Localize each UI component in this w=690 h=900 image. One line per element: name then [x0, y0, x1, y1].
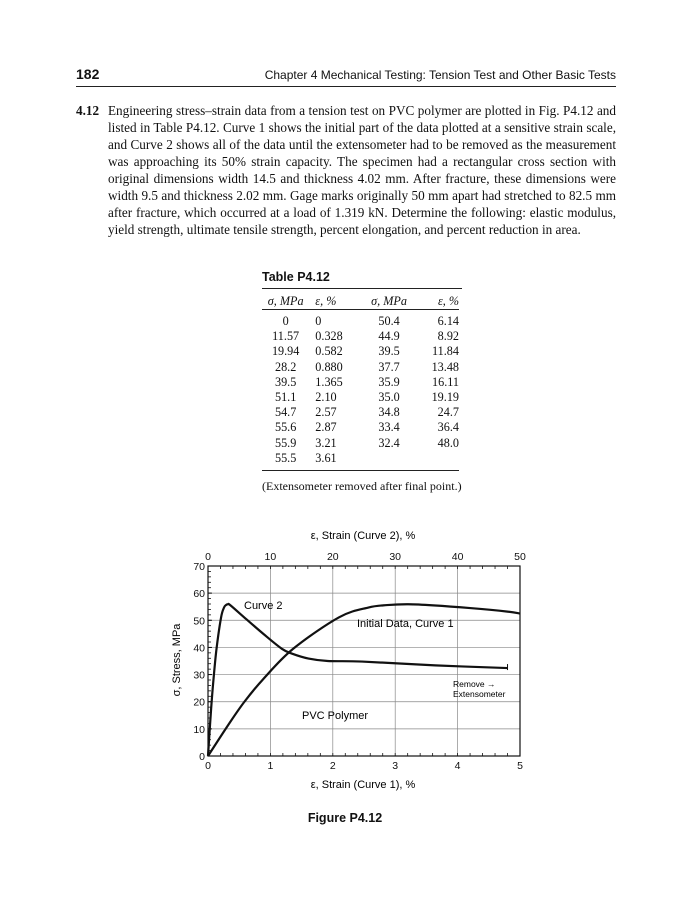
table-cell: 34.8 [378, 405, 400, 420]
table-cell: 39.5 [274, 374, 297, 389]
table-cell: 55.9 [274, 435, 297, 450]
table-cell: 11.84 [432, 344, 459, 359]
table-cell: 0 [315, 314, 322, 329]
y-axis-label: σ, Stress, MPa [171, 623, 183, 697]
x-bottom-tick-label: 5 [517, 760, 523, 772]
problem-number: 4.12 [76, 103, 100, 118]
x-top-tick-label: 30 [389, 551, 402, 563]
table-header: ε, % [414, 293, 459, 310]
y-tick-label: 50 [193, 615, 205, 628]
table-cell: 36.4 [437, 420, 459, 435]
table-cell: 13.48 [431, 359, 459, 374]
table-cell: 35.9 [378, 374, 400, 389]
y-tick-label: 20 [193, 696, 205, 709]
x-top-tick-label: 50 [514, 551, 526, 563]
y-tick-label: 40 [193, 642, 205, 655]
x-bottom-tick-label: 1 [267, 760, 274, 772]
table-header: ε, % [309, 293, 364, 310]
table-cell: 55.6 [274, 420, 297, 435]
x-bottom-tick-label: 4 [454, 760, 461, 772]
table-cell: 3.21 [315, 435, 337, 450]
table-cell: 16.11 [432, 374, 459, 389]
table-note: (Extensometer removed after final point.) [262, 478, 462, 493]
y-tick-label: 30 [193, 669, 205, 682]
y-tick-label: 60 [193, 588, 205, 601]
table-caption: Table P4.12 [262, 270, 330, 284]
table-cell: 11.57 [272, 329, 300, 344]
table-cell: 2.57 [315, 405, 337, 420]
table-cell: 44.9 [378, 329, 400, 344]
table-header: σ, MPa [365, 293, 414, 310]
table-cell: 0.880 [315, 359, 343, 374]
table-cell: 1.365 [315, 374, 343, 389]
table-cell: 51.1 [274, 390, 297, 405]
table-cell: 39.5 [378, 344, 400, 359]
table-cell: 19.94 [271, 344, 300, 359]
table-cell: 54.7 [274, 405, 297, 420]
table-cell: 0 [282, 314, 289, 329]
x-bottom-tick-label: 3 [392, 760, 399, 772]
x-top-tick-label: 40 [451, 551, 464, 563]
y-tick-label: 70 [193, 561, 205, 573]
table-cell: 37.7 [378, 359, 400, 374]
page-number: 182 [76, 66, 100, 82]
table-cell: 32.4 [378, 435, 400, 450]
x-top-tick-label: 10 [264, 551, 277, 563]
table-cell: 6.14 [437, 314, 459, 329]
x-top-tick-label: 20 [326, 551, 339, 563]
x-top-tick-label: 0 [205, 551, 211, 563]
remove-extensometer-label-2: Extensometer [453, 689, 506, 699]
table-cell: 3.61 [315, 450, 337, 465]
table-cell: 33.4 [378, 420, 400, 435]
x-bottom-axis-label: ε, Strain (Curve 1), % [310, 779, 416, 791]
material-label: PVC Polymer [302, 710, 369, 722]
y-tick-label: 10 [193, 723, 205, 736]
table-cell: 35.0 [378, 390, 400, 405]
table-header: σ, MPa [262, 293, 309, 310]
table-cell: 2.10 [315, 390, 337, 405]
remove-extensometer-label-1: Remove → [453, 679, 496, 689]
table-cell: 28.2 [274, 359, 297, 374]
table-cell: 19.19 [431, 390, 459, 405]
table-cell: 8.92 [437, 329, 459, 344]
table-cell: 0.328 [315, 329, 343, 344]
curve2-label: Curve 2 [244, 600, 283, 612]
chapter-title: Chapter 4 Mechanical Testing: Tension Test and Other Basic Tests [264, 68, 616, 82]
table-cell: 50.4 [378, 314, 400, 329]
x-top-axis-label: ε, Strain (Curve 2), % [310, 530, 416, 542]
table-cell: 55.5 [274, 450, 297, 465]
table-cell: 48.0 [437, 435, 459, 450]
curve1-label: Initial Data, Curve 1 [357, 618, 454, 630]
x-bottom-tick-label: 2 [329, 760, 336, 772]
figure-caption: Figure P4.12 [307, 811, 383, 825]
table-cell: 2.87 [315, 420, 337, 435]
x-bottom-tick-label: 0 [205, 760, 211, 772]
problem-text: Engineering stress–strain data from a tension test on PVC polymer are plotted in Fig. P4.12 and listed in Table P4.12. Curve 1 shows the initial part of the data plotted at a sensitive strain scale, and Curve 2 shows all of the data until the extensometer had to be removed as the measurement was approaching its 50% strain capacity. The specimen had a rectangular cross section with original dimensions width 14.5 and thickness 4.02 mm. After fracture, these dimensions were width 9.5 and thickness 2.02 mm. Gage marks originally 50 mm apart had stretched to 82.5 mm after fracture, which occurred at a load of 1.319 kN. Determine the following: elastic modulus, yield strength, ultimate tensile strength, percent elongation, and percent reduction in area. [108, 103, 616, 237]
table-cell: 24.7 [437, 405, 459, 420]
y-tick-label: 0 [199, 751, 205, 763]
table-cell: 0.582 [315, 344, 343, 359]
